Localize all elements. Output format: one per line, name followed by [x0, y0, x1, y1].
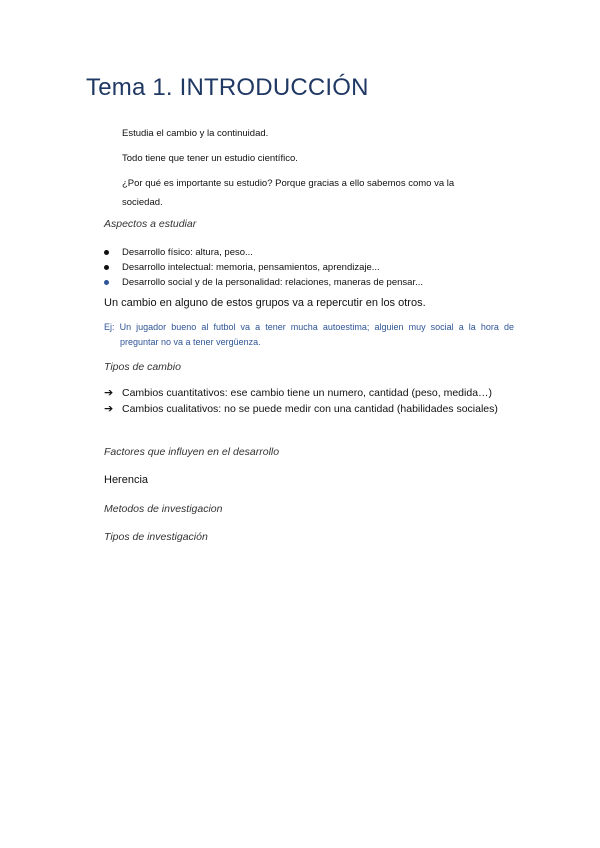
list-item [104, 275, 423, 290]
change-types-list [104, 385, 514, 417]
factor-herencia: Herencia [104, 474, 149, 486]
arrow-right-icon: ➔ [104, 387, 114, 399]
example-line-1: Ej: Un jugador bueno al futbol va a tener mucha autoestima; alguien muy social a la hora de [104, 322, 514, 332]
list-item [104, 385, 514, 401]
aspect-label: Desarrollo social y de la personalidad: relaciones, maneras de pensar... [122, 277, 423, 288]
intro-line-2: Todo tiene que tener un estudio científico. [122, 153, 298, 164]
bullet-dot-icon [104, 265, 109, 270]
intro-line-3: ¿Por qué es importante su estudio? Porque gracias a ello sabemos como va la [122, 178, 455, 189]
change-types-heading: Tipos de cambio [104, 361, 181, 373]
example-paragraph [104, 320, 514, 350]
intro-line-1: Estudia el cambio y la continuidad. [122, 128, 269, 139]
factors-heading: Factores que influyen en el desarrollo [104, 446, 280, 458]
bullet-dot-icon [104, 250, 109, 255]
list-item [104, 245, 423, 260]
bullet-dot-icon [104, 280, 109, 285]
list-item [104, 401, 514, 417]
aspects-list [104, 245, 423, 290]
aspects-heading: Aspectos a estudiar [104, 218, 197, 230]
aspect-label: Desarrollo físico: altura, peso... [122, 247, 253, 258]
change-statement: Un cambio en alguno de estos grupos va a repercutir en los otros. [104, 297, 426, 309]
research-types-heading: Tipos de investigación [104, 531, 208, 543]
arrow-right-icon: ➔ [104, 403, 114, 415]
aspect-label: Desarrollo intelectual: memoria, pensamientos, aprendizaje... [122, 262, 380, 273]
page-title: Tema 1. INTRODUCCIÓN [86, 74, 369, 101]
methods-heading: Metodos de investigacion [104, 503, 223, 515]
example-line-2: preguntar no va a tener vergüenza. [120, 337, 261, 347]
change-type-label: Cambios cualitativos: no se puede medir con una cantidad (habilidades sociales) [122, 403, 498, 415]
intro-line-4: sociedad. [122, 197, 163, 208]
list-item [104, 260, 423, 275]
change-type-label: Cambios cuantitativos: ese cambio tiene un numero, cantidad (peso, medida…) [122, 387, 493, 399]
